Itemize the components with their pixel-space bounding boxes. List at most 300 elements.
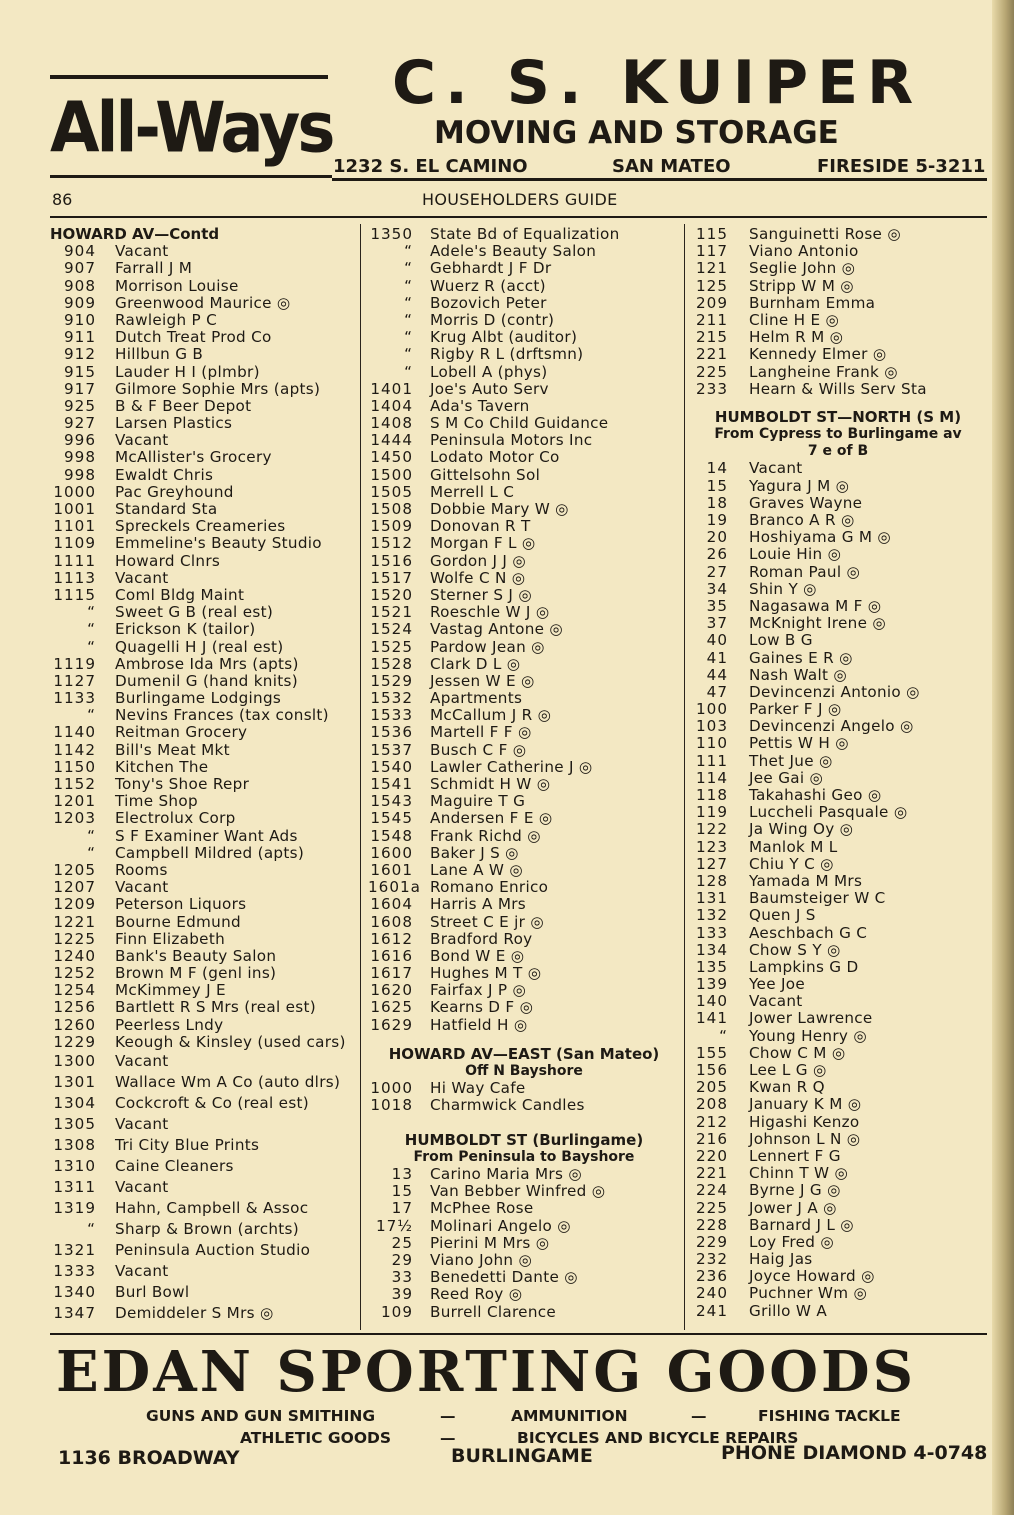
occupant-name: Bond W E ◎ (430, 946, 525, 965)
directory-entry (50, 364, 360, 381)
occupant-name: Young Henry ◎ (749, 1026, 867, 1045)
directory-entry (368, 364, 680, 381)
house-number: “ (87, 603, 96, 622)
directory-entry (368, 535, 680, 552)
occupant-name: Burl Bowl (115, 1283, 190, 1302)
occupant-name: Clark D L ◎ (430, 654, 521, 673)
occupant-name: Louie Hin ◎ (749, 545, 842, 564)
occupant-name: Stripp W M ◎ (749, 276, 854, 295)
house-number: 133 (696, 923, 728, 942)
directory-entry (368, 1017, 680, 1034)
occupant-name: Cockcroft & Co (real est) (115, 1094, 310, 1113)
column-2 (368, 226, 680, 1321)
occupant-name: Wallace Wm A Co (auto dlrs) (115, 1073, 341, 1092)
house-number: 127 (696, 854, 728, 873)
house-number: 1540 (370, 757, 413, 776)
occupant-name: Electrolux Corp (115, 809, 236, 828)
occupant-name: Tony's Shoe Repr (115, 775, 250, 794)
occupant-name: Sterner S J ◎ (430, 585, 532, 604)
directory-entry (50, 845, 360, 862)
house-number: 17½ (375, 1216, 413, 1235)
occupant-name: Rooms (115, 860, 168, 879)
ad-rule (50, 75, 328, 79)
occupant-name: Barnard J L ◎ (749, 1215, 854, 1234)
directory-entry (368, 587, 680, 604)
occupant-name: Erickson K (tailor) (115, 620, 256, 639)
directory-entry (693, 1234, 983, 1251)
directory-entry (368, 570, 680, 587)
occupant-name: Hahn, Campbell & Assoc (115, 1199, 309, 1218)
occupant-name: Spreckels Creameries (115, 517, 286, 536)
street-subheading: Off N Bayshore (465, 1063, 583, 1080)
occupant-name: Apartments (430, 689, 523, 708)
directory-entry (368, 948, 680, 965)
page-number: 86 (52, 190, 73, 209)
occupant-name: Brown M F (genl ins) (115, 964, 277, 983)
directory-entry (693, 564, 983, 581)
house-number: 1543 (370, 792, 413, 811)
ad-title: EDAN SPORTING GOODS (56, 1339, 917, 1405)
directory-entry (50, 656, 360, 673)
directory-entry (693, 804, 983, 821)
occupant-name: Morrison Louise (115, 276, 239, 295)
directory-entry (368, 1080, 680, 1097)
directory-entry (368, 432, 680, 449)
house-number: 1000 (53, 482, 96, 501)
occupant-name: Gilmore Sophie Mrs (apts) (115, 379, 321, 398)
directory-entry (368, 1183, 680, 1200)
occupant-name: Joe's Auto Serv (430, 379, 549, 398)
ad-tagline: MOVING AND STORAGE (434, 115, 839, 151)
occupant-name: Standard Sta (115, 500, 218, 519)
directory-entry (693, 701, 983, 718)
occupant-name: Fairfax J P ◎ (430, 981, 527, 1000)
occupant-name: Hillbun G B (115, 345, 204, 364)
occupant-name: Maguire T G (430, 792, 526, 811)
ad-service: FISHING TACKLE (758, 1407, 901, 1425)
directory-entry (368, 346, 680, 363)
directory-entry (368, 1286, 680, 1303)
directory-entry (50, 896, 360, 913)
directory-entry (368, 484, 680, 501)
directory-entry (693, 890, 983, 907)
occupant-name: Seglie John ◎ (749, 259, 856, 278)
directory-entry (693, 243, 983, 260)
directory-entry (693, 770, 983, 787)
house-number: 17 (391, 1199, 413, 1218)
occupant-name: Johnson L N ◎ (749, 1129, 861, 1148)
section-gap (368, 1034, 680, 1046)
occupant-name: Rigby R L (drftsmn) (430, 345, 584, 364)
occupant-name: Burnham Emma (749, 293, 876, 312)
directory-entry (368, 759, 680, 776)
directory-entry (50, 1135, 360, 1156)
occupant-name: Kwan R Q (749, 1078, 825, 1097)
house-number: 1520 (370, 585, 413, 604)
house-number: 18 (706, 493, 728, 512)
house-number: “ (87, 1220, 96, 1239)
house-number: 1119 (53, 654, 96, 673)
occupant-name: Dumenil G (hand knits) (115, 671, 298, 690)
ad-phone: FIRESIDE 5-3211 (817, 156, 986, 177)
directory-entry (368, 656, 680, 673)
occupant-name: Krug Albt (auditor) (430, 328, 578, 347)
house-number: 1536 (370, 723, 413, 742)
house-number: 44 (706, 665, 728, 684)
house-number: 118 (696, 786, 728, 805)
occupant-name: Gittelsohn Sol (430, 465, 541, 484)
occupant-name: Sweet G B (real est) (115, 603, 274, 622)
directory-entry (693, 1114, 983, 1131)
directory-entry (693, 1045, 983, 1062)
house-number: 1625 (370, 998, 413, 1017)
occupant-name: Bourne Edmund (115, 912, 241, 931)
directory-entry (693, 278, 983, 295)
occupant-name: Baker J S ◎ (430, 843, 519, 862)
house-number: 15 (706, 476, 728, 495)
occupant-name: Bartlett R S Mrs (real est) (115, 998, 316, 1017)
directory-entry (693, 546, 983, 563)
occupant-name: Benedetti Dante ◎ (430, 1268, 578, 1287)
occupant-name: Nagasawa M F ◎ (749, 596, 882, 615)
directory-entry (693, 1303, 983, 1320)
house-number: 1545 (370, 809, 413, 828)
house-number: 1617 (370, 964, 413, 983)
occupant-name: Martell F F ◎ (430, 723, 532, 742)
occupant-name: B & F Beer Depot (115, 396, 252, 415)
occupant-name: Pardow Jean ◎ (430, 637, 545, 656)
house-number: 1001 (53, 500, 96, 519)
house-number: 156 (696, 1061, 728, 1080)
house-number: 911 (64, 328, 96, 347)
occupant-name: Dobbie Mary W ◎ (430, 500, 569, 518)
directory-entry (693, 959, 983, 976)
ad-service: GUNS AND GUN SMITHING (146, 1407, 376, 1425)
occupant-name: Donovan R T (430, 517, 531, 536)
directory-entry (693, 581, 983, 598)
house-number: 1600 (370, 843, 413, 862)
occupant-name: Quen J S (749, 906, 816, 925)
directory-entry (50, 931, 360, 948)
directory-entry (693, 1251, 983, 1268)
house-number: 29 (391, 1250, 413, 1269)
column-3 (693, 226, 983, 1320)
house-number: 215 (696, 328, 728, 347)
directory-entry (693, 1200, 983, 1217)
house-number: “ (87, 637, 96, 656)
house-number: 205 (696, 1078, 728, 1097)
occupant-name: Vacant (115, 431, 169, 450)
directory-entry (368, 724, 680, 741)
house-number: 910 (64, 310, 96, 329)
occupant-name: Shin Y ◎ (749, 579, 817, 598)
house-number: 209 (696, 293, 728, 312)
directory-entry (693, 1148, 983, 1165)
house-number: 1604 (370, 895, 413, 914)
directory-entry (368, 862, 680, 879)
house-number: 27 (706, 562, 728, 581)
occupant-name: Langheine Frank ◎ (749, 362, 898, 381)
house-number: 1221 (53, 912, 96, 931)
directory-entry (368, 295, 680, 312)
house-number: 1225 (53, 929, 96, 948)
directory-entry (693, 1062, 983, 1079)
house-number: 1240 (53, 946, 96, 965)
house-number: 912 (64, 345, 96, 364)
house-number: 1140 (53, 723, 96, 742)
house-number: 135 (696, 957, 728, 976)
directory-entry (693, 260, 983, 277)
occupant-name: Lodato Motor Co (430, 448, 560, 467)
street-subheading: From Peninsula to Bayshore (413, 1148, 635, 1165)
house-number: 212 (696, 1112, 728, 1131)
occupant-name: Charmwick Candles (430, 1096, 585, 1115)
ad-company-name: C. S. KUIPER (392, 48, 923, 118)
occupant-name: Keough & Kinsley (used cars) (115, 1032, 346, 1051)
house-number: 220 (696, 1146, 728, 1165)
occupant-name: Manlok M L (749, 837, 838, 856)
occupant-name: Dutch Treat Prod Co (115, 328, 272, 347)
house-number: 1500 (370, 465, 413, 484)
house-number: 1541 (370, 775, 413, 793)
occupant-name: Bank's Beauty Salon (115, 946, 277, 965)
house-number: 1229 (53, 1032, 96, 1051)
directory-entry (368, 398, 680, 415)
occupant-name: Coml Bldg Maint (115, 585, 245, 604)
house-number: 1111 (53, 551, 96, 570)
directory-entry (693, 718, 983, 735)
ad-address: 1232 S. EL CAMINO (333, 156, 528, 177)
directory-entry (693, 598, 983, 615)
house-number: 1152 (53, 775, 96, 794)
house-number: “ (404, 259, 413, 278)
house-number: 1311 (53, 1178, 96, 1197)
occupant-name: Merrell L C (430, 482, 515, 501)
occupant-name: Reed Roy ◎ (430, 1285, 523, 1304)
entry-list (693, 226, 983, 398)
directory-entry (50, 982, 360, 999)
directory-entry (368, 690, 680, 707)
directory-entry (50, 999, 360, 1016)
house-number: 1350 (370, 225, 413, 243)
occupant-name: Finn Elizabeth (115, 929, 226, 948)
house-number: 33 (391, 1268, 413, 1287)
directory-entry (50, 1051, 360, 1072)
directory-entry (693, 873, 983, 890)
occupant-name: Sharp & Brown (archts) (115, 1220, 299, 1239)
house-number: 103 (696, 717, 728, 736)
occupant-name: Wuerz R (acct) (430, 276, 546, 295)
house-number: 1133 (53, 689, 96, 708)
house-number: 1308 (53, 1136, 96, 1155)
house-number: 1304 (53, 1094, 96, 1113)
ad-phone: PHONE DIAMOND 4-0748 (721, 1442, 988, 1464)
house-number: 904 (64, 242, 96, 261)
occupant-name: Larsen Plastics (115, 414, 233, 433)
occupant-name: Chow S Y ◎ (749, 940, 841, 959)
house-number: 34 (706, 579, 728, 598)
directory-entry (50, 1093, 360, 1114)
house-number: 110 (696, 734, 728, 753)
house-number: 1533 (370, 706, 413, 725)
directory-entry (693, 364, 983, 381)
occupant-name: Street C E jr ◎ (430, 912, 544, 931)
directory-entry (368, 1166, 680, 1183)
occupant-name: McAllister's Grocery (115, 448, 272, 467)
occupant-name: S M Co Child Guidance (430, 414, 609, 433)
street-subheading: From Cypress to Burlingame av (714, 426, 962, 443)
directory-entry (693, 1131, 983, 1148)
house-number: 1528 (370, 654, 413, 673)
occupant-name: Howard Clnrs (115, 551, 221, 570)
occupant-name: Molinari Angelo ◎ (430, 1216, 571, 1235)
occupant-name: Chow C M ◎ (749, 1043, 846, 1062)
house-number: 1517 (370, 568, 413, 587)
directory-entry (50, 914, 360, 931)
occupant-name: Lobell A (phys) (430, 362, 548, 381)
directory-entry (50, 243, 360, 260)
directory-entry (368, 639, 680, 656)
directory-entry (368, 914, 680, 931)
directory-entry (50, 1240, 360, 1261)
house-number: 111 (696, 751, 728, 770)
house-number: 211 (696, 310, 728, 329)
occupant-name: Tri City Blue Prints (115, 1136, 260, 1155)
directory-entry (693, 856, 983, 873)
house-number: 128 (696, 871, 728, 890)
occupant-name: Vacant (115, 242, 169, 261)
occupant-name: Yee Joe (749, 975, 805, 994)
occupant-name: Lane A W ◎ (430, 860, 523, 879)
occupant-name: Ja Wing Oy ◎ (749, 820, 854, 839)
ad-separator: — (440, 1407, 456, 1425)
directory-entry (50, 776, 360, 793)
street-heading: HOWARD AV—EAST (San Mateo) (388, 1044, 660, 1063)
occupant-name: Adele's Beauty Salon (430, 242, 597, 261)
house-number: 907 (64, 259, 96, 278)
directory-entry (368, 312, 680, 329)
directory-entry (368, 828, 680, 845)
directory-entry (50, 278, 360, 295)
house-number: 109 (381, 1302, 413, 1321)
house-number: 1537 (370, 740, 413, 759)
house-number: 1532 (370, 689, 413, 708)
street-heading: HUMBOLDT ST—NORTH (S M) (714, 407, 962, 426)
occupant-name: Quagelli H J (real est) (115, 637, 284, 656)
directory-entry (693, 650, 983, 667)
occupant-name: Wolfe C N ◎ (430, 568, 526, 587)
directory-entry (50, 810, 360, 827)
directory-entry (693, 329, 983, 346)
house-number: “ (87, 706, 96, 725)
house-number: 1205 (53, 860, 96, 879)
directory-entry (368, 243, 680, 260)
occupant-name: Morgan F L ◎ (430, 534, 536, 553)
house-number: 1000 (370, 1079, 413, 1098)
directory-entry (50, 1017, 360, 1034)
directory-entry (693, 295, 983, 312)
occupant-name: Higashi Kenzo (749, 1112, 860, 1131)
house-number: 1101 (53, 517, 96, 536)
house-number: “ (87, 843, 96, 862)
directory-entry (50, 415, 360, 432)
directory-entry (693, 460, 983, 477)
occupant-name: Vacant (115, 1115, 169, 1134)
directory-entry (368, 467, 680, 484)
directory-entry (368, 965, 680, 982)
house-number: 909 (64, 293, 96, 312)
header-rule (50, 216, 987, 218)
directory-entry (368, 553, 680, 570)
house-number: 140 (696, 992, 728, 1011)
occupant-name: Time Shop (115, 792, 198, 811)
occupant-name: Low B G (749, 631, 813, 650)
directory-entry (693, 684, 983, 701)
occupant-name: Parker F J ◎ (749, 700, 842, 719)
occupant-name: Burlingame Lodgings (115, 689, 282, 708)
street-subheading: 7 e of B (807, 443, 869, 460)
street-heading: HOWARD AV—Contd (50, 225, 220, 243)
house-number: 1516 (370, 551, 413, 570)
entry-list (50, 243, 360, 1051)
house-number: 1524 (370, 620, 413, 639)
directory-entry (693, 942, 983, 959)
directory-entry (368, 776, 680, 793)
occupant-name: Yagura J M ◎ (749, 476, 850, 495)
occupant-name: Jee Gai ◎ (749, 768, 824, 787)
occupant-name: January K M ◎ (749, 1095, 862, 1114)
occupant-name: Pettis W H ◎ (749, 734, 849, 753)
occupant-name: Vacant (115, 1052, 169, 1071)
house-number: 208 (696, 1095, 728, 1114)
occupant-name: Schmidt H W ◎ (430, 775, 551, 793)
house-number: 41 (706, 648, 728, 667)
directory-entry (50, 1198, 360, 1219)
directory-entry (368, 604, 680, 621)
directory-entry (50, 312, 360, 329)
directory-entry (50, 535, 360, 552)
house-number: 908 (64, 276, 96, 295)
occupant-name: Joyce Howard ◎ (749, 1267, 875, 1286)
occupant-name: Hughes M T ◎ (430, 964, 542, 983)
column-divider (684, 224, 685, 1330)
house-number: 225 (696, 1198, 728, 1217)
house-number: 1340 (53, 1283, 96, 1302)
occupant-name: Vacant (115, 568, 169, 587)
occupant-name: Baumsteiger W C (749, 889, 886, 908)
occupant-name: Hatfield H ◎ (430, 1015, 528, 1034)
entry-list (368, 1166, 680, 1321)
house-number: 26 (706, 545, 728, 564)
house-number: 119 (696, 803, 728, 822)
house-number: 1629 (370, 1015, 413, 1034)
house-number: 1142 (53, 740, 96, 759)
directory-entry (368, 449, 680, 466)
occupant-name: Viano John ◎ (430, 1250, 533, 1269)
occupant-name: Farrall J M (115, 259, 193, 278)
house-number: 1612 (370, 929, 413, 948)
house-number: “ (404, 362, 413, 381)
ad-rule (50, 1333, 987, 1335)
directory-entry (368, 879, 680, 896)
house-number: 1620 (370, 981, 413, 1000)
occupant-name: Helm R M ◎ (749, 328, 844, 347)
directory-entry (693, 907, 983, 924)
occupant-name: Lennert F G (749, 1146, 841, 1165)
directory-entry (693, 1165, 983, 1182)
directory-entry (693, 381, 983, 398)
occupant-name: Hearn & Wills Serv Sta (749, 379, 927, 398)
